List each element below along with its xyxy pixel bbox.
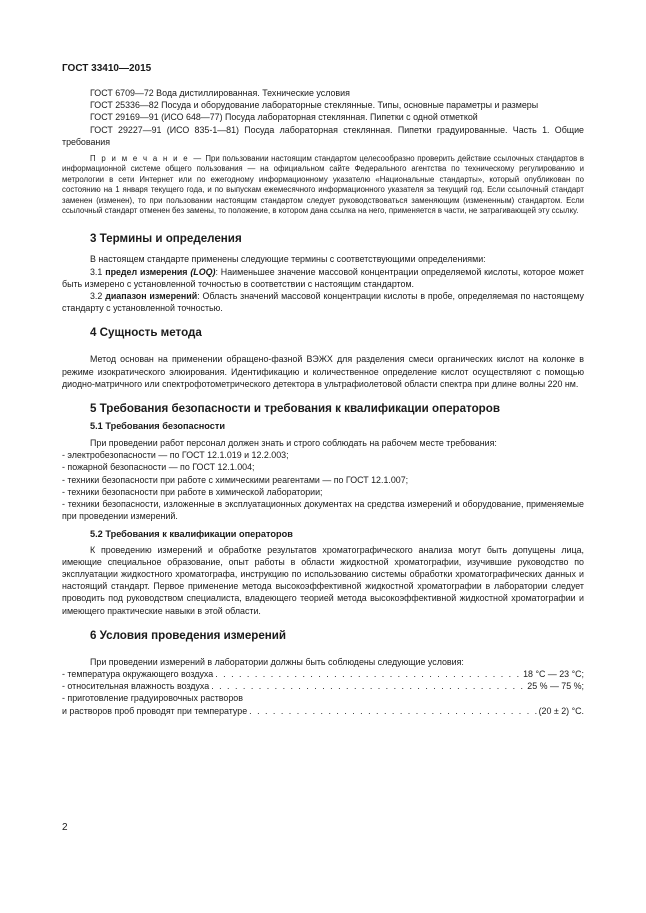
- term-3-1-definition: : Наименьшее значение массовой концентрации определяемой кислоты, которое может быть измерено с установленной точностью в соответствии с настоящим стандартом.: [62, 266, 585, 289]
- term-3-2-number: 3.2: [90, 291, 103, 302]
- section-5-title: 5 Требования безопасности и требования к квалификации операторов: [90, 402, 500, 416]
- reference-gost-6709: ГОСТ 6709—72 Вода дистиллированная. Технические условия: [90, 88, 350, 98]
- condition-preparation: [62, 705, 584, 717]
- page-number: 2: [62, 822, 68, 833]
- term-3-2-definition: : Область значений массовой концентрации кислоты в пробе, определяемая по настоящему стандарту с установленной точностью.: [62, 291, 584, 314]
- section-4-text: Метод основан на применении обращено-фазной ВЭЖХ для разделения смеси органических кислот на колонке в режиме изократического элюирования. Идентификацию и количественное определение кислот осуществляют с помощью диодно-матричного или спектрофотометрического детектора в ультрафиолетовой области спектра при длине волны 220 нм.: [62, 354, 584, 389]
- term-3-2-term: диапазон измерений: [105, 291, 198, 302]
- section-5-2-title: 5.2 Требования к квалификации операторов: [90, 528, 293, 539]
- term-3-1: [62, 266, 584, 290]
- section-6-title: 6 Условия проведения измерений: [90, 628, 287, 642]
- term-3-1-number: 3.1: [90, 266, 103, 277]
- condition-preparation-value: (20 ± 2) °С.: [538, 705, 584, 716]
- page-content: [62, 87, 584, 717]
- condition-temperature-value: 18 °С — 23 °С;: [523, 668, 584, 679]
- reference-gost-29169: ГОСТ 29169—91 (ИСО 648—77) Посуда лабораторная стеклянная. Пипетки с одной отметкой: [90, 112, 478, 123]
- condition-humidity-value: 25 % — 75 %;: [527, 681, 584, 692]
- safety-item-fire: - пожарной безопасности — по ГОСТ 12.1.004;: [62, 462, 255, 473]
- term-3-1-abbr: (LOQ): [190, 266, 216, 277]
- safety-item-chemical: - техники безопасности при работе с химическими реагентами — по ГОСТ 12.1.007;: [62, 474, 409, 485]
- safety-item-equipment: - техники безопасности, изложенные в эксплуатационных документах на средства измерений и оборудование, применяемые при проведении измерений.: [62, 499, 584, 522]
- section-4-title: 4 Сущность метода: [90, 326, 202, 340]
- section-3-title: 3 Термины и определения: [90, 232, 242, 246]
- section-6-intro: При проведении измерений в лаборатории должны быть соблюдены следующие условия:: [90, 656, 464, 667]
- note: [62, 154, 584, 216]
- condition-preparation-label: и растворов проб проводят при температуре: [62, 705, 248, 716]
- note-text: При пользовании настоящим стандартом целесообразно проверить действие ссылочных стандартов в информационной системе общего пользования — на официальном сайте Федерального агентства по техническому регулированию и метрологии в сети Интернет или по ежегодному информационному указателю «Национальные стандарты», который опубликован по состоянию на 1 января текущего года, и по выпускам ежемесячного информационного указателя за текущий год. Если ссылочный стандарт заменен (изменен), то при пользовании настоящим стандартом следует руководствоваться заменяющим (измененным) стандартом. Если ссылочный стандарт отменен без замены, то положение, в котором дана ссылка на него, применяется в части, не затрагивающей эту ссылку.: [62, 154, 584, 216]
- leader-dots: [211, 680, 525, 692]
- term-3-2: [62, 290, 584, 314]
- standard-header: ГОСТ 33410—2015: [62, 63, 152, 74]
- section-5-1-intro: При проведении работ персонал должен знать и строго соблюдать на рабочем месте требования:: [90, 438, 497, 449]
- condition-preparation-line: - приготовление градуировочных растворов: [62, 693, 243, 704]
- condition-humidity-label: - относительная влажность воздуха: [62, 681, 210, 692]
- reference-gost-29227: ГОСТ 29227—91 (ИСО 835-1—81) Посуда лабораторная стеклянная. Пипетки градуированные. Часть 1. Общие требования: [62, 124, 584, 147]
- note-label: П р и м е ч а н и е —: [90, 154, 203, 164]
- section-5-1-title: 5.1 Требования безопасности: [90, 421, 226, 432]
- leader-dots: [249, 705, 536, 717]
- condition-temperature-label: - температура окружающего воздуха: [62, 668, 214, 679]
- section-3-intro: В настоящем стандарте применены следующие термины с соответствующими определениями:: [90, 254, 486, 265]
- leader-dots: [215, 668, 521, 680]
- reference-gost-25336: ГОСТ 25336—82 Посуда и оборудование лабораторные стеклянные. Типы, основные параметры и размеры: [90, 100, 539, 111]
- safety-item-electrical: - электробезопасности — по ГОСТ 12.1.019 и 12.2.003;: [62, 450, 289, 461]
- section-5-2-text: К проведению измерений и обработке результатов хроматографического анализа могут быть допущены лица, имеющие специальное образование, опыт работы в области жидкостной хроматографии, изучившие руководство по эксплуатации жидкостного хроматографа, инструкцию по использованию системы обработки хроматографических данных и настоящий стандарт. Первое применение метода высокоэффективной жидкостной хроматографии в лаборатории следует проводить под руководством специалиста, владеющего теорией метода высокоэффективной жидкостной хроматографии и имеющего практические навыки в этой области.: [62, 544, 584, 616]
- term-3-1-term: предел измерения: [105, 266, 188, 277]
- condition-temperature: [62, 668, 584, 680]
- condition-humidity: [62, 680, 584, 692]
- safety-item-laboratory: - техники безопасности при работе в химической лаборатории;: [62, 486, 323, 497]
